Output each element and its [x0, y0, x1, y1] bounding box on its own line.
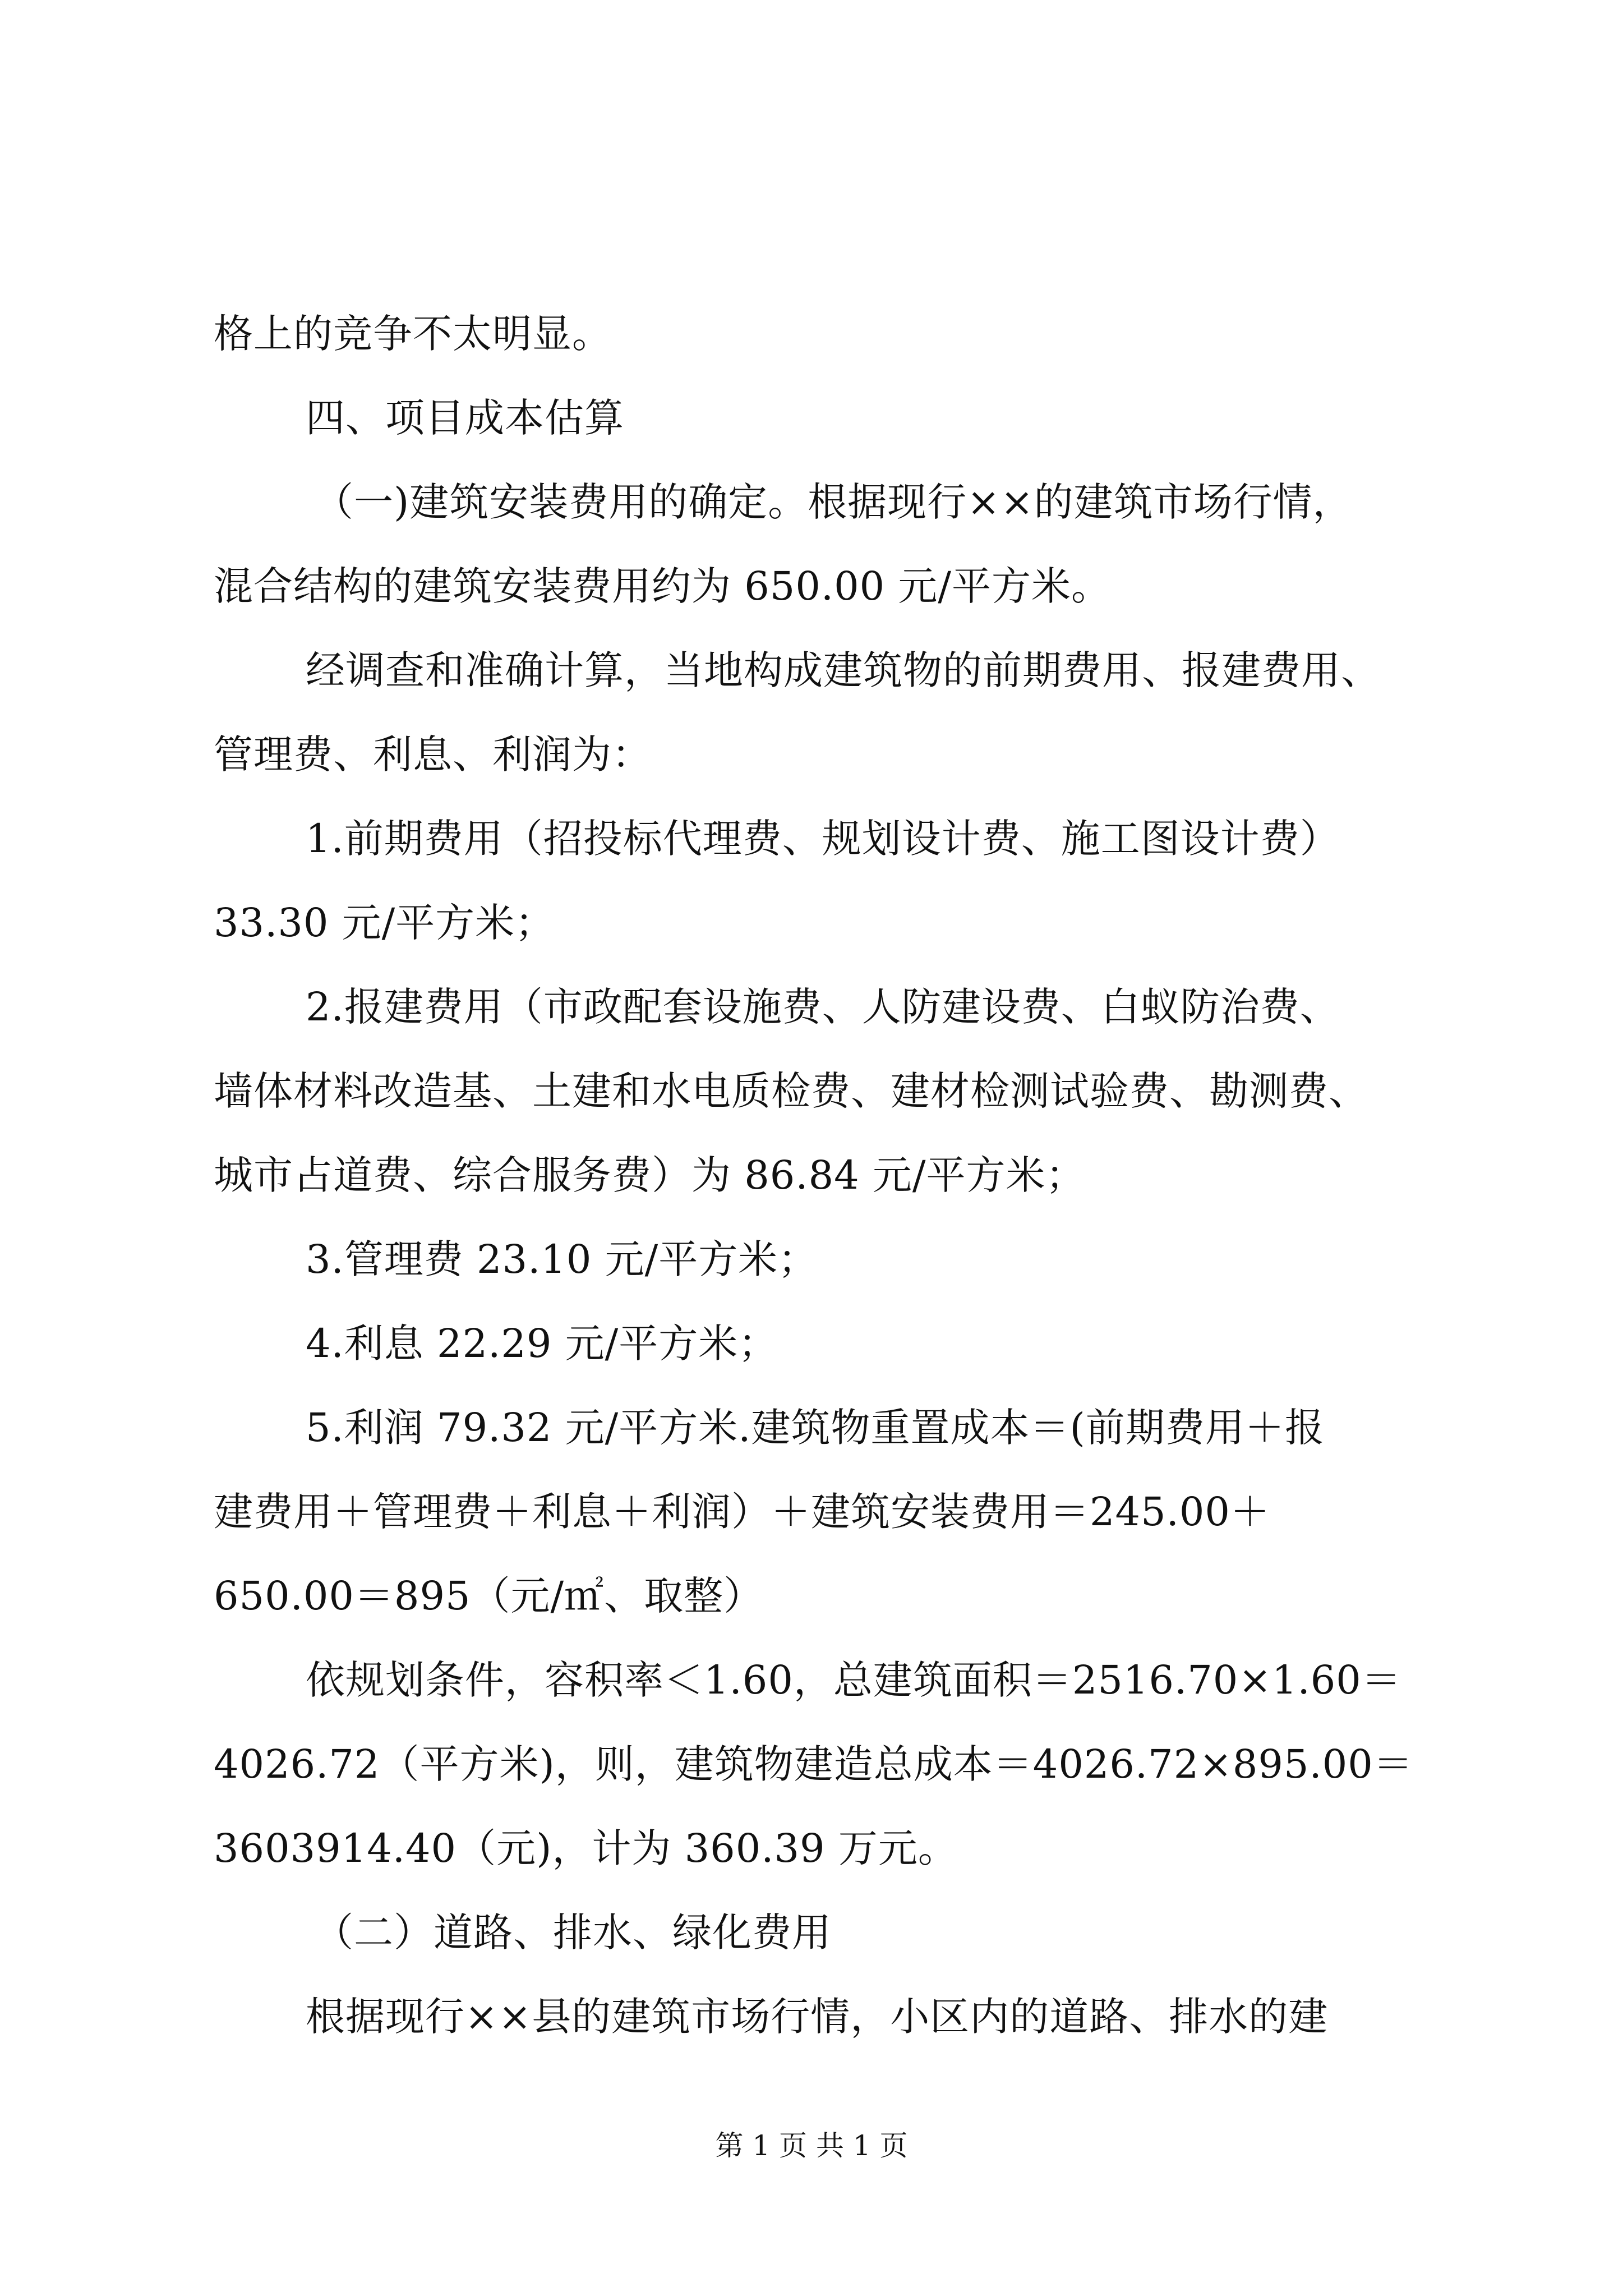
text-line-8: 33.30 元/平方米； — [214, 900, 555, 946]
text-line-1: 格上的竞争不太明显。 — [214, 311, 612, 357]
text-line-16: 650.00＝895（元/㎡、取整） — [214, 1573, 764, 1619]
text-line-3: （一)建筑安装费用的确定。根据现行××的建筑市场行情， — [314, 479, 1353, 525]
list-item-1: 1.前期费用（招投标代理费、规划设计费、施工图设计费） — [306, 816, 1340, 862]
page-number-footer: 第 1 页 共 1 页 — [715, 2129, 908, 2162]
text-line-5: 经调查和准确计算，当地构成建筑物的前期费用、报建费用、 — [306, 647, 1381, 693]
text-line-21: 根据现行××县的建筑市场行情，小区内的道路、排水的建 — [306, 1994, 1329, 2040]
text-line-6: 管理费、利息、利润为： — [214, 731, 652, 777]
text-line-18: 4026.72（平方米)，则，建筑物建造总成本＝4026.72×895.00＝ — [214, 1741, 1413, 1787]
text-line-15: 建费用＋管理费＋利息＋利润）＋建筑安装费用＝245.00＋ — [214, 1489, 1270, 1535]
list-item-5: 5.利润 79.32 元/平方米.建筑物重置成本＝(前期费用＋报 — [306, 1405, 1325, 1451]
text-line-10: 墙体材料改造基、土建和水电质检费、建材检测试验费、勘测费、 — [214, 1068, 1368, 1114]
list-item-4: 4.利息 22.29 元/平方米； — [306, 1320, 778, 1366]
text-line-11: 城市占道费、综合服务费）为 86.84 元/平方米； — [214, 1152, 1086, 1198]
subsection-heading-2: （二）道路、排水、绿化费用 — [314, 1910, 832, 1955]
text-line-4: 混合结构的建筑安装费用约为 650.00 元/平方米。 — [214, 563, 1112, 609]
text-line-17: 依规划条件，容积率＜1.60，总建筑面积＝2516.70×1.60＝ — [306, 1657, 1401, 1703]
section-heading-4: 四、项目成本估算 — [306, 395, 624, 441]
list-item-2: 2.报建费用（市政配套设施费、人防建设费、白蚁防治费、 — [306, 984, 1340, 1030]
list-item-3: 3.管理费 23.10 元/平方米； — [306, 1236, 818, 1282]
text-line-19: 3603914.40（元)，计为 360.39 万元。 — [214, 1825, 958, 1871]
